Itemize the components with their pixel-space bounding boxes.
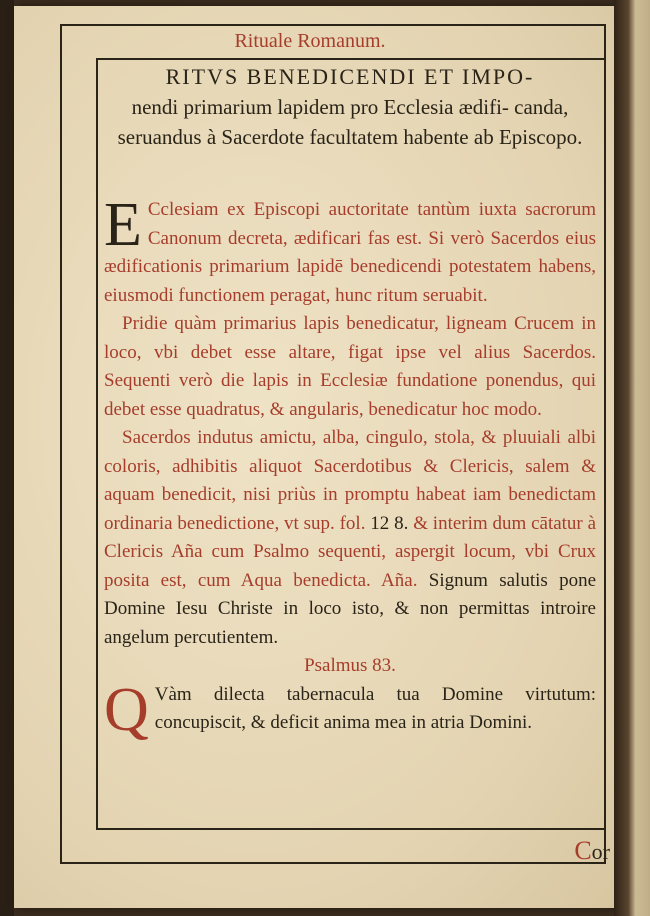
catchword [574,836,610,866]
running-head: Rituale Romanum. [234,30,386,52]
body-text [104,191,597,744]
paragraph-1 [104,191,596,310]
psalm-text: Vàm dilecta tabernacula tua Domine virtutum: concupiscit, & deficit anima mea in atria Domini. [154,683,596,733]
text-bottom-rule [96,828,606,830]
catchword-rest: or [591,839,610,864]
paragraph-1-text: Cclesiam ex Episcopi auctoritate tantùm iuxta sacrorum Canonum decreta, ædificari fas est. Si verò Sacerdos eius ædificationis primarium lapidē benedicendi potestatem habens, eiusmodi functionem peragat, hunc ritum seruabit. [104,199,596,306]
book-edge [0,0,14,916]
frame-bottom-rule [60,862,606,864]
initial-q: Q [104,675,149,744]
frame-left-rule [60,24,62,864]
paragraph-2-text: Pridie quàm primarius lapis benedicatur, ligneam Crucem in loco, vbi debet esse altare, figat ipse vel alius Sacerdos. Sequenti verò die lapis in Ecclesiæ fundatione ponendus, qui debet esse quadratus, & angularis, benedicatur hoc modo. [104,313,596,420]
paragraph-2 [104,310,596,424]
catchword-initial: C [574,836,592,865]
folio-reference: 12 8. [370,512,409,534]
frame-top-rule [60,24,606,26]
initial-e: E [104,191,142,259]
psalm-paragraph [104,675,596,744]
psalm-heading: Psalmus 83. [304,655,396,676]
antiphon-text: Signum salutis pone Domine Iesu Christe in loco isto, & non permittas introire angelum percutientem. [104,569,596,648]
frame-right-rule [604,24,606,864]
title-caps: RITVS BENEDICENDI ET IMPO- [165,64,535,89]
title-rest: nendi primarium lapidem pro Ecclesia ædifi- canda, seruandus à Sacerdote facultatem habente ab Episcopo. [117,95,583,149]
paragraph-3-text-b: & interim dum cātatur à Clericis Aña cum Psalmo sequenti, aspergit locum, vbi Crux posita est, cum Aqua benedicta. Aña. [104,512,597,591]
section-title [104,62,596,152]
book-gutter [614,0,650,916]
paragraph-3 [104,424,596,652]
header-rule [96,58,606,60]
frame-inner-left-rule [96,58,98,830]
paragraph-3-text-a: Sacerdos indutus amictu, alba, cingulo, stola, & pluuiali albi coloris, adhibitis aliquot Sacerdotibus & Clericis, salem & aquam benedicit, nisi priùs in promptu habeat iam benedictam ordinaria benedictione, vt sup. fol. [104,427,596,534]
